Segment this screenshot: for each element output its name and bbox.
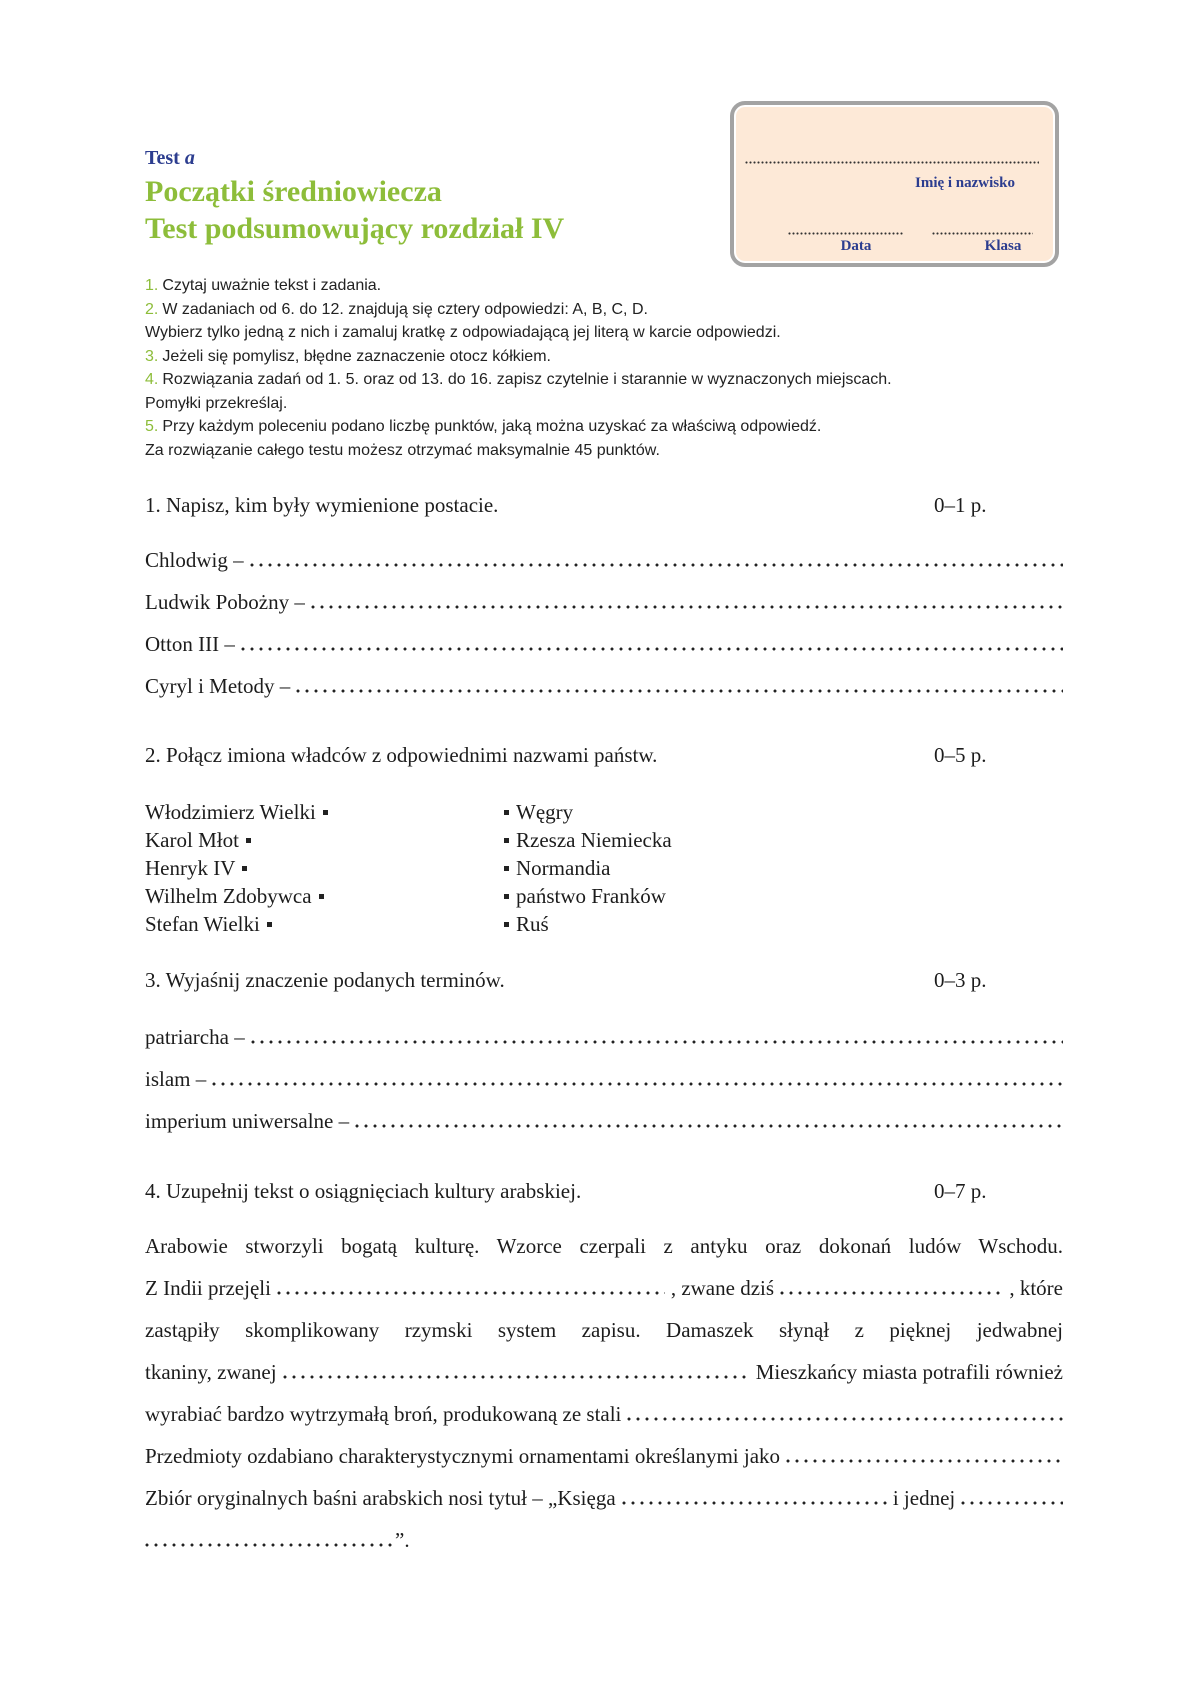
paragraph-text: Z Indii przejęli	[145, 1276, 271, 1300]
paragraph-line	[145, 1435, 1063, 1477]
answer-blank	[296, 689, 1063, 693]
connector-dot	[323, 810, 328, 815]
question-3-answers	[145, 1016, 1063, 1142]
fill-blank	[786, 1459, 1063, 1463]
connector-dot	[504, 810, 509, 815]
paragraph-line	[145, 1225, 1063, 1267]
instruction-text: Jeżeli się pomylisz, błędne zaznaczenie otocz kółkiem.	[162, 347, 551, 365]
instruction-number: 4.	[145, 371, 159, 388]
state-name: Rzesza Niemiecka	[516, 828, 672, 852]
test-label-text: Test	[145, 147, 180, 169]
ruler-item	[145, 882, 328, 910]
paragraph-text: Zbiór oryginalnych baśni arabskich nosi tytuł – „Księga	[145, 1486, 616, 1510]
state-name: Ruś	[516, 912, 549, 936]
paragraph-text: , które	[1009, 1276, 1063, 1300]
question-1-header	[145, 492, 1063, 518]
class-label: Klasa	[984, 238, 1022, 254]
answer-label: Ludwik Pobożny –	[145, 590, 305, 614]
ruler-name: Stefan Wielki	[145, 912, 260, 936]
page-subtitle: Test podsumowujący rozdział IV	[145, 212, 565, 245]
state-name: państwo Franków	[516, 884, 666, 908]
fill-in-paragraph	[145, 1225, 1063, 1561]
paragraph-line	[145, 1519, 1063, 1561]
answer-blank	[241, 647, 1063, 651]
paragraph-line	[145, 1393, 1063, 1435]
question-1-points: 0–1 p.	[934, 493, 987, 517]
term-label: patriarcha –	[145, 1025, 245, 1049]
term-label: islam –	[145, 1067, 207, 1091]
question-1-answers	[145, 539, 1063, 707]
answer-row	[145, 581, 1063, 623]
ruler-name: Karol Młot	[145, 828, 239, 852]
paragraph-text: Arabowie stworzyli bogatą kulturę. Wzorce czerpali z antyku oraz dokonań ludów Wschodu.	[145, 1234, 1063, 1258]
instruction-line	[145, 439, 892, 463]
state-item	[504, 910, 672, 938]
connector-dot	[504, 922, 509, 927]
state-item	[504, 882, 672, 910]
question-2-header	[145, 742, 1063, 768]
answer-label: Cyryl i Metody –	[145, 674, 291, 698]
instruction-line	[145, 274, 892, 298]
fill-blank	[961, 1501, 1063, 1505]
connector-dot	[267, 922, 272, 927]
class-field-line	[932, 232, 1033, 235]
answer-blank	[250, 563, 1063, 567]
state-item	[504, 798, 672, 826]
instruction-number: 5.	[145, 418, 159, 435]
paragraph-text: ”.	[395, 1528, 410, 1552]
fill-blank	[145, 1543, 393, 1547]
answer-blank	[251, 1040, 1063, 1044]
ruler-item	[145, 910, 328, 938]
answer-row	[145, 1016, 1063, 1058]
name-field-line	[745, 161, 1039, 164]
connector-dot	[504, 894, 509, 899]
instruction-line	[145, 415, 892, 439]
instruction-line	[145, 392, 892, 416]
connector-dot	[504, 866, 509, 871]
ruler-name: Wilhelm Zdobywca	[145, 884, 312, 908]
instruction-text: Pomyłki przekreślaj.	[145, 394, 288, 412]
question-2-points: 0–5 p.	[934, 743, 987, 767]
instruction-text: Rozwiązania zadań od 1. 5. oraz od 13. do 16. zapisz czytelnie i starannie w wyznaczonych miejscach.	[162, 371, 892, 388]
fill-blank	[283, 1375, 750, 1379]
instruction-text: Za rozwiązanie całego testu możesz otrzymać maksymalnie 45 punktów.	[145, 441, 660, 459]
state-name: Normandia	[516, 856, 611, 880]
question-1-prompt: 1. Napisz, kim były wymienione postacie.	[145, 493, 499, 517]
question-4-points: 0–7 p.	[934, 1179, 987, 1203]
fill-blank	[627, 1417, 1063, 1421]
connector-dot	[319, 894, 324, 899]
instruction-number: 3.	[145, 347, 159, 365]
paragraph-text: Mieszkańcy miasta potrafili również	[755, 1360, 1063, 1384]
ruler-item	[145, 854, 328, 882]
instruction-line	[145, 368, 892, 392]
question-4-prompt: 4. Uzupełnij tekst o osiągnięciach kultury arabskiej.	[145, 1179, 582, 1203]
answer-row	[145, 1058, 1063, 1100]
date-label: Data	[840, 238, 872, 254]
instruction-text: Wybierz tylko jedną z nich i zamaluj kratkę z odpowiadającą jej literą w karcie odpowiedzi.	[145, 324, 781, 341]
instruction-number: 2.	[145, 300, 159, 318]
ruler-name: Henryk IV	[145, 856, 236, 880]
paragraph-text: tkaniny, zwanej	[145, 1360, 277, 1384]
fill-blank	[780, 1291, 1003, 1295]
paragraph-line	[145, 1267, 1063, 1309]
rulers-column	[145, 798, 328, 938]
answer-row	[145, 1100, 1063, 1142]
instruction-text: Czytaj uważnie tekst i zadania.	[162, 277, 382, 294]
answer-blank	[212, 1082, 1063, 1086]
answer-row	[145, 665, 1063, 707]
instruction-text: W zadaniach od 6. do 12. znajdują się cztery odpowiedzi: A, B, C, D.	[162, 300, 648, 318]
paragraph-line	[145, 1351, 1063, 1393]
answer-blank	[355, 1124, 1063, 1128]
state-item	[504, 854, 672, 882]
paragraph-line	[145, 1477, 1063, 1519]
paragraph-text: zastąpiły skomplikowany rzymski system zapisu. Damaszek słynął z pięknej jedwabnej	[145, 1318, 1063, 1342]
page-title: Początki średniowiecza	[145, 175, 442, 208]
instruction-text: Przy każdym poleceniu podano liczbę punktów, jaką można uzyskać za właściwą odpowiedź.	[162, 418, 822, 435]
instruction-line	[145, 345, 892, 369]
instruction-line	[145, 321, 892, 345]
fill-blank	[277, 1291, 665, 1295]
answer-row	[145, 539, 1063, 581]
question-4-header	[145, 1178, 1063, 1204]
paragraph-text: Przedmioty ozdabiano charakterystycznymi ornamentami określanymi jako	[145, 1444, 781, 1468]
answer-label: Chlodwig –	[145, 548, 244, 572]
paragraph-text: i jednej	[892, 1486, 956, 1510]
test-variant: a	[184, 147, 195, 169]
question-3-header	[145, 967, 1063, 993]
paragraph-text: , zwane dziś	[670, 1276, 775, 1300]
answer-row	[145, 623, 1063, 665]
fill-blank	[622, 1501, 887, 1505]
answer-blank	[311, 605, 1063, 609]
state-name: Węgry	[516, 800, 574, 824]
question-3-points: 0–3 p.	[934, 968, 987, 992]
date-field-line	[788, 232, 903, 235]
answer-label: Otton III –	[145, 632, 235, 656]
question-3-prompt: 3. Wyjaśnij znaczenie podanych terminów.	[145, 968, 505, 992]
term-label: imperium uniwersalne –	[145, 1109, 350, 1133]
connector-dot	[242, 866, 247, 871]
instruction-number: 1.	[145, 277, 159, 294]
connector-dot	[504, 838, 509, 843]
ruler-item	[145, 798, 328, 826]
state-item	[504, 826, 672, 854]
paragraph-line	[145, 1309, 1063, 1351]
paragraph-text: wyrabiać bardzo wytrzymałą broń, produkowaną ze stali	[145, 1402, 622, 1426]
instructions	[145, 274, 892, 462]
test-label	[145, 145, 195, 171]
ruler-item	[145, 826, 328, 854]
states-column	[504, 798, 672, 938]
instruction-line	[145, 298, 892, 322]
ruler-name: Włodzimierz Wielki	[145, 800, 316, 824]
question-2-prompt: 2. Połącz imiona władców z odpowiednimi nazwami państw.	[145, 743, 658, 767]
name-label: Imię i nazwisko	[914, 175, 1015, 191]
connector-dot	[246, 838, 251, 843]
student-info-box	[730, 101, 1059, 267]
